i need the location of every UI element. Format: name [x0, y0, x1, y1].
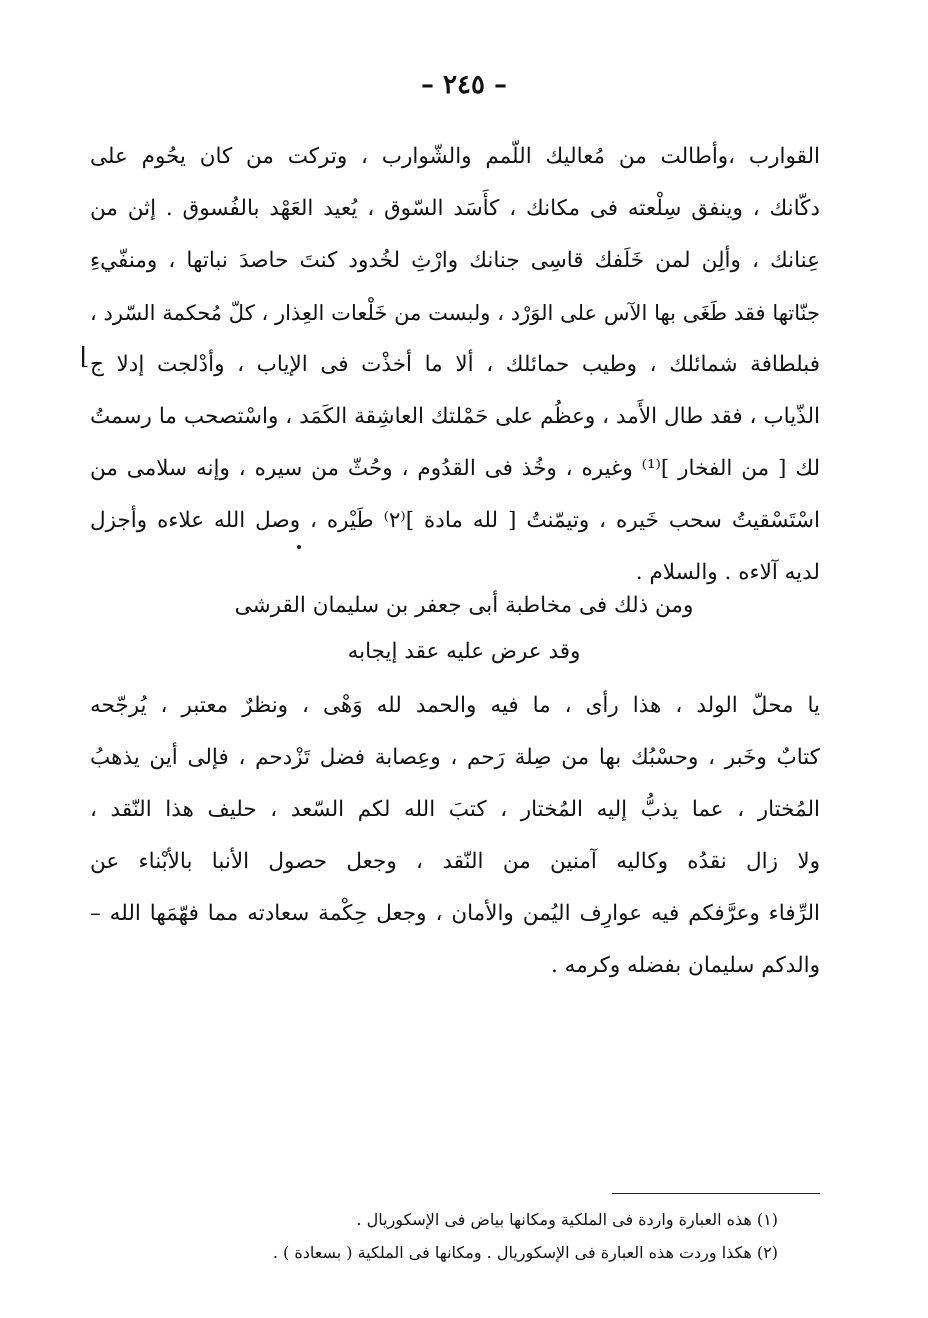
paragraph-1 — [90, 131, 820, 599]
section-heading: ومن ذلك فى مخاطبة أبى جعفر بن سليمان القرشى — [234, 593, 694, 618]
text-line: الرِّفاء وعرَّفكم فيه عوارِف اليُمن والأمان ، وجعل حِكْمة سعادته مما فهّمَها الله – — [90, 901, 820, 926]
section-subheading: وقد عرض عليه عقد إيجابه — [347, 639, 581, 664]
text-line: فبلطافة شمائلك ، وطيب حمائلك ، ألا ما أخذْت فى الإياب ، وأدْلجت إدلا ج — [90, 352, 820, 377]
text-line: دكّانك ، وينفق سِلْعته فى مكانك ، كأَسَد السّوق ، يُعيد العَهْد بالفُسوق . إثن من — [90, 196, 820, 221]
footnote-divider — [612, 1193, 820, 1194]
text-line: والدكم سليمان بفضله وكرمه . — [551, 953, 820, 978]
ink-speck — [297, 545, 301, 549]
text-line: عِنانك ، وألِن لمن خَلَفك قاسِى جنانك وارْثِ لخُدود كنتَ حاصدَ نباتها ، ومنفّيءِ — [90, 248, 820, 273]
text-line: جنّاتها فقد طَغَى بها الآس على الوَرْد ، ولبست من خَلْعات العِذار ، كلّ مُحكمة السّرد ، — [90, 301, 820, 325]
text-line: كتابٌ وخَبر ، وحسْبُك بها من صِلة رَحم ، وعِصابة فضل تَزْدحم ، فإلى أين يذهبُ — [90, 745, 820, 770]
footnote-1: (١) هذه العبارة واردة فى الملكية ومكانها بياض فى الإسكوريال . — [356, 1210, 778, 1229]
margin-bracket-mark: ⌊ — [80, 342, 90, 370]
text-line: اسْتَسْقيتُ سحب خَيره ، وتيمّنتُ [ لله مادة ]⁽٢⁾ طَيْره ، وصل الله علاءه وأجزل — [90, 508, 820, 533]
text-line: ولا زال نقدُه وكاليه آمنين من النّقد ، وجعل حصول الأنبا بالأبْناء عن — [90, 849, 820, 874]
text-line: لك [ من الفخار ]⁽¹⁾ وغيره ، وخُذ فى القدُوم ، وحُثّ من سيره ، وإنه سلامى من — [90, 456, 820, 481]
paragraph-2 — [90, 680, 820, 992]
text-line: القوارب ،وأطالت من مُعاليك اللّمم والشّوارب ، وتركت من كان يحُوم على — [90, 144, 820, 169]
text-line: لديه آلاءه . والسلام . — [635, 560, 820, 585]
text-line: الذّياب ، فقد طال الأَمد ، وعظُم على حَمْلتك العاشِقة الكَمَد ، واسْتصحب ما رسمتُ — [90, 404, 820, 429]
text-line: المُختار ، عما يذبُّ إليه المُختار ، كتبَ الله لكم السّعد ، حليف هذا النّقد ، — [90, 797, 820, 822]
footnote-2: (٢) هكذا وردت هذه العبارة فى الإسكوريال . ومكانها فى الملكية ( بسعادة ) . — [272, 1243, 778, 1262]
page-number: – ٢٤٥ – — [420, 70, 508, 100]
text-line: يا محلّ الولد ، هذا رأى ، ما فيه والحمد لله وَهْى ، ونظرٌ معتبر ، يُرجّحه — [90, 693, 820, 718]
footnotes — [158, 1203, 778, 1269]
